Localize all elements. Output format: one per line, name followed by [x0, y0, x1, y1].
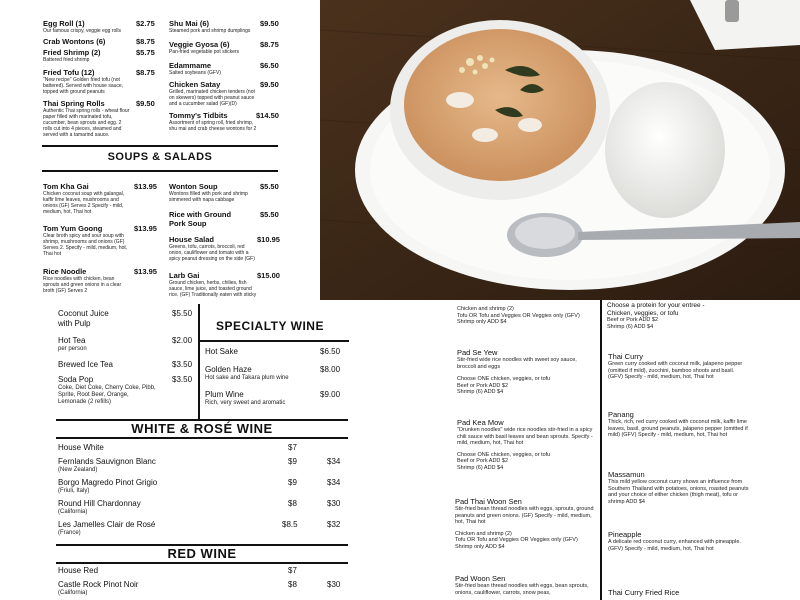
item-price: $9.50 — [260, 80, 279, 89]
drinks-wine-menu — [0, 300, 400, 600]
option-line: Beef or Pork ADD $2 — [457, 382, 509, 389]
menu-item — [455, 574, 597, 596]
menu-item — [608, 530, 750, 552]
menu-item — [58, 309, 109, 329]
item-description: "Drunken noodles" wide rice noodles stir-fried in a spicy chili sauce with basil leaves and bean sprouts. Specify - mild, medium, hot, Thai hot — [457, 427, 593, 447]
divider — [56, 437, 348, 439]
item-name: Hot Sake — [205, 347, 238, 356]
item-description: Wontons filled with pork and shrimp simmered with napa cabbage — [169, 191, 248, 203]
glass-price: $8 — [288, 580, 297, 589]
item-name: Hot Tea — [58, 336, 86, 345]
option-line: Chicken and shrimp (2) — [457, 306, 514, 312]
item-price: $8.75 — [136, 37, 155, 46]
item-name: Fried Shrimp (2) — [43, 48, 101, 57]
item-name: Fried Tofu (12) — [43, 68, 95, 77]
item-description: Clear broth spicy and sour soup with shrimp, mushrooms and onions (GF) Serves 2. Specify - mild, medium, hot, Thai hot — [43, 233, 128, 257]
menu-item — [169, 271, 257, 298]
option-line: Shrimp (6) ADD $4 — [457, 389, 504, 396]
item-name: Edammame — [169, 61, 212, 70]
item-name: Thai Spring Rolls — [43, 99, 105, 108]
menu-item — [169, 235, 257, 262]
item-description: A delicate red coconut curry, enhanced with pineapple. (GFV) Specify - mild, medium, hot, Thai hot — [608, 539, 741, 552]
glass-price: $8 — [288, 499, 297, 508]
wine-name: Borgo Magredo Pinot Grigio — [58, 478, 158, 487]
item-description: per person — [58, 346, 87, 352]
menu-item — [608, 470, 750, 505]
item-price: $10.95 — [257, 235, 280, 244]
item-name: Tom Kha Gai — [43, 182, 89, 191]
item-name: Veggie Gyosa (6) — [169, 40, 230, 49]
food-photo — [320, 0, 800, 300]
utensil — [725, 0, 739, 22]
item-description: Authentic Thai spring rolls - wheat flour paper filled with marinated tofu, cucumber, bean sprouts and egg. 2 rolls cut into 4 pieces, steamed and served with a tamarind sauce. — [43, 108, 130, 138]
section-heading-white-rose-wine: WHITE & ROSÉ WINE — [131, 421, 273, 436]
menu-item — [43, 68, 128, 95]
option-line: Tofu OR Tofu and Veggies OR Veggies only (GFV) — [457, 312, 580, 319]
bottle-price: $34 — [327, 478, 341, 487]
menu-item — [43, 224, 129, 257]
divider — [42, 170, 278, 172]
option-line: Chicken and shrimp (2) — [455, 530, 512, 537]
item-name: Tommy's Tidbits — [169, 111, 228, 120]
item-name: Pad Woon Sen — [455, 574, 506, 583]
menu-item — [169, 111, 257, 132]
section-heading-soups: SOUPS & SALADS — [107, 151, 213, 163]
appetizers-soups-menu — [0, 0, 320, 300]
item-description: Coke, Diet Coke, Cherry Coke, Pibb, Sprite, Root Beer, Orange, Lemonade (2 refills) — [58, 385, 156, 405]
menu-item — [169, 19, 259, 34]
item-name: Golden Haze — [205, 365, 252, 374]
divider — [42, 145, 278, 147]
item-description: Our famous crispy, veggie egg rolls — [43, 28, 121, 34]
menu-item — [169, 210, 249, 228]
item-description: "New recipe" Golden fried tofu (not battered). Served with house sauce, topped with ground peanuts — [43, 77, 124, 95]
item-price: $13.95 — [134, 224, 157, 233]
item-description: Greens, tofu, carrots, broccoli, red onion, cauliflower and tomato with a spicy peanut dressing on the side (GF) — [169, 244, 255, 262]
menu-item — [205, 390, 285, 407]
item-name: Massamun — [608, 470, 645, 479]
item-name: Thai Curry — [608, 352, 644, 361]
divider — [56, 562, 348, 564]
option-line: Choose ONE chicken, veggies, or tofu — [457, 376, 551, 383]
rice — [605, 82, 725, 218]
wine-name: House Red — [58, 566, 99, 575]
item-price: $3.50 — [172, 375, 193, 384]
item-description: Chicken coconut soup with galangal, kaffir lime leaves, mushrooms and onions (GF) Serves 2 Specify - mild, medium, hot, Thai hot — [43, 191, 125, 215]
item-name: Rice Noodle — [43, 267, 87, 276]
glass-price: $9 — [288, 478, 297, 487]
item-name: Pineapple — [608, 530, 642, 539]
item-name: Tom Yum Goong — [43, 224, 103, 233]
option-line: Choose ONE chicken, veggies, or tofu — [457, 451, 551, 458]
item-price: $9.50 — [260, 19, 279, 28]
item-name: Pad Thai Woon Sen — [455, 497, 522, 506]
item-description: Stir-fried bean thread noodles with eggs, bean sprouts, onions, cauliflower, carrots, snow peas, — [455, 583, 589, 596]
wine-name: Round Hill Chardonnay — [58, 499, 141, 508]
menu-item — [205, 347, 238, 357]
option-line: Beef or Pork ADD $2 — [457, 458, 509, 465]
item-description: Battered fried shrimp — [43, 57, 90, 63]
item-name: Plum Wine — [205, 390, 244, 399]
item-price: $9.50 — [136, 99, 155, 108]
option-line: Choose a protein for your entree - — [607, 302, 705, 309]
item-name: Panang — [608, 410, 634, 419]
wine-origin: (New Zealand) — [58, 467, 98, 473]
item-name: Larb Gai — [169, 271, 200, 280]
item-description: Salted soybeans (GFV) — [169, 70, 221, 76]
item-name: Brewed Ice Tea — [58, 360, 113, 369]
menu-item — [43, 267, 129, 294]
item-description: Hot sake and Takara plum wine — [205, 375, 289, 381]
item-price: $13.95 — [134, 182, 157, 191]
menu-item — [455, 497, 597, 551]
wine-item — [58, 566, 98, 576]
menu-item — [169, 182, 257, 203]
wine-origin: (California) — [58, 509, 88, 515]
item-name: Pad Kea Mow — [457, 418, 504, 427]
item-price: $15.00 — [257, 271, 280, 280]
item-name: Coconut Juice — [58, 309, 109, 318]
option-line: Chicken, veggies, or tofu — [607, 309, 679, 317]
item-name: Wonton Soup — [169, 182, 218, 191]
menu-item — [457, 348, 597, 396]
bottle-price: $30 — [327, 580, 341, 589]
item-name: Chicken Satay — [169, 80, 221, 89]
curry-photo-illustration — [320, 0, 800, 300]
section-heading-red-wine: RED WINE — [167, 546, 237, 561]
divider — [600, 300, 602, 600]
bottle-price: $34 — [327, 457, 341, 466]
item-name: House Salad — [169, 235, 215, 244]
menu-item — [608, 588, 750, 597]
menu-item — [58, 375, 158, 406]
item-name: Shu Mai (6) — [169, 19, 210, 28]
glass-price: $7 — [288, 443, 297, 452]
option-line: Shrimp only ADD $4 — [455, 543, 505, 550]
menu-item — [58, 360, 113, 370]
item-description: Grilled, marinated chicken tenders (not on skewers) topped with peanut sauce and a cucumber salad (GF)(D) — [169, 89, 255, 107]
menu-item — [169, 40, 259, 55]
protein-options — [457, 306, 607, 326]
wine-item — [58, 478, 157, 495]
item-price: $13.95 — [134, 267, 157, 276]
item-price: $8.75 — [260, 40, 279, 49]
item-description: Ground chicken, herbs, chilies, fish sauce, lime juice, and toasted ground rice. (GF) Traditionally eaten with sticky — [169, 280, 257, 298]
item-name: Egg Roll (1) — [43, 19, 85, 28]
item-description: Rice noodles with chicken, bean sprouts and green onions in a clear broth (GF) Serves 2 — [43, 276, 122, 294]
divider — [199, 340, 349, 342]
wine-item — [58, 580, 138, 597]
wine-name: Fernlands Sauvignon Blanc — [58, 457, 156, 466]
item-price: $14.50 — [256, 111, 279, 120]
item-price: $5.75 — [136, 48, 155, 57]
item-name: Pad Se Yew — [457, 348, 498, 357]
section-heading-specialty-wine: SPECIALTY WINE — [216, 319, 324, 333]
item-description: This mild yellow coconut curry shows an influence from Southern Thailand with potatoes, onions, roasted peanuts and your choice of either chicken (thigh meat), tofu or shrimp ADD $4 — [608, 479, 749, 505]
wine-item — [58, 520, 155, 537]
item-description: Thick, rich, red curry cooked with coconut milk, kaffir lime leaves, basil, ground peanuts, jalapeno pepper (omitted if mild) (GFV) Specify - mild, medium, hot, Thai hot — [608, 419, 748, 439]
item-price: $8.75 — [136, 68, 155, 77]
wine-name: Castle Rock Pinot Noir — [58, 580, 139, 589]
option-line: Beef or Pork ADD $2 — [607, 317, 659, 323]
menu-item — [608, 410, 750, 439]
bottle-price: $30 — [327, 499, 341, 508]
menu-item — [43, 182, 129, 215]
item-description: Assortment of spring roll, fried shrimp, shu mai and crab cheese wontons for 2 — [169, 120, 257, 132]
item-name-line2: with Pulp — [58, 319, 91, 328]
item-price: $5.50 — [172, 309, 193, 318]
menu-item — [169, 80, 257, 107]
menu-item — [205, 365, 289, 382]
item-price: $6.50 — [260, 61, 279, 70]
item-description: Stir-fried wide rice noodles with sweet soy sauce, broccoli and eggs — [457, 357, 577, 370]
wine-origin: (California) — [58, 590, 88, 596]
wine-item — [58, 457, 156, 474]
item-description: Stir-fried bean thread noodles with eggs, sprouts, ground peanuts and green onions. (GF) Specify - mild, medium, hot, Thai hot — [455, 506, 594, 526]
wine-name: House White — [58, 443, 104, 452]
item-name: Crab Wontons (6) — [43, 37, 106, 46]
menu-item — [169, 61, 259, 76]
wine-item — [58, 499, 141, 516]
item-description: Green curry cooked with coconut milk, jalapeno pepper (omitted if mild), zucchini, bamboo shoots and basil. (GFV) Specify - mild, medium, hot, Thai hot — [608, 361, 743, 381]
option-line: Shrimp (6) ADD $4 — [607, 323, 654, 330]
glass-price: $9 — [288, 457, 297, 466]
menu-item — [58, 336, 87, 353]
item-price: $5.50 — [260, 210, 279, 219]
wine-item — [58, 443, 104, 453]
protein-options — [607, 302, 757, 330]
item-name: Thai Curry Fried Rice — [608, 588, 680, 597]
item-price: $9.00 — [320, 390, 341, 399]
item-name: Soda Pop — [58, 375, 94, 384]
menu-item — [457, 418, 597, 472]
item-price: $6.50 — [320, 347, 341, 356]
bottle-price: $32 — [327, 520, 341, 529]
item-price: $8.00 — [320, 365, 341, 374]
entrees-menu — [400, 300, 800, 600]
item-price: $2.75 — [136, 19, 155, 28]
option-line: Tofu OR Tofu and Veggies OR Veggies only (GFV) — [455, 537, 578, 544]
item-price: $2.00 — [172, 336, 193, 345]
item-price: $5.50 — [260, 182, 279, 191]
glass-price: $7 — [288, 566, 297, 575]
glass-price: $8.5 — [282, 520, 298, 529]
item-name: Rice with Ground Pork Soup — [169, 210, 232, 228]
wine-origin: (Friuli, Italy) — [58, 488, 90, 494]
item-description: Steamed pork and shrimp dumplings — [169, 28, 251, 34]
menu-item — [43, 99, 130, 138]
option-line: Shrimp (6) ADD $4 — [457, 464, 504, 471]
wine-name: Les Jamelles Clair de Rosé — [58, 520, 156, 529]
item-price: $3.50 — [172, 360, 193, 369]
item-description: Pan-fried vegetable pot stickers — [169, 49, 240, 55]
item-description: Rich, very sweet and aromatic — [205, 400, 286, 406]
menu-item — [608, 352, 750, 381]
wine-origin: (France) — [58, 530, 81, 536]
option-line: Shrimp only ADD $4 — [457, 319, 507, 326]
